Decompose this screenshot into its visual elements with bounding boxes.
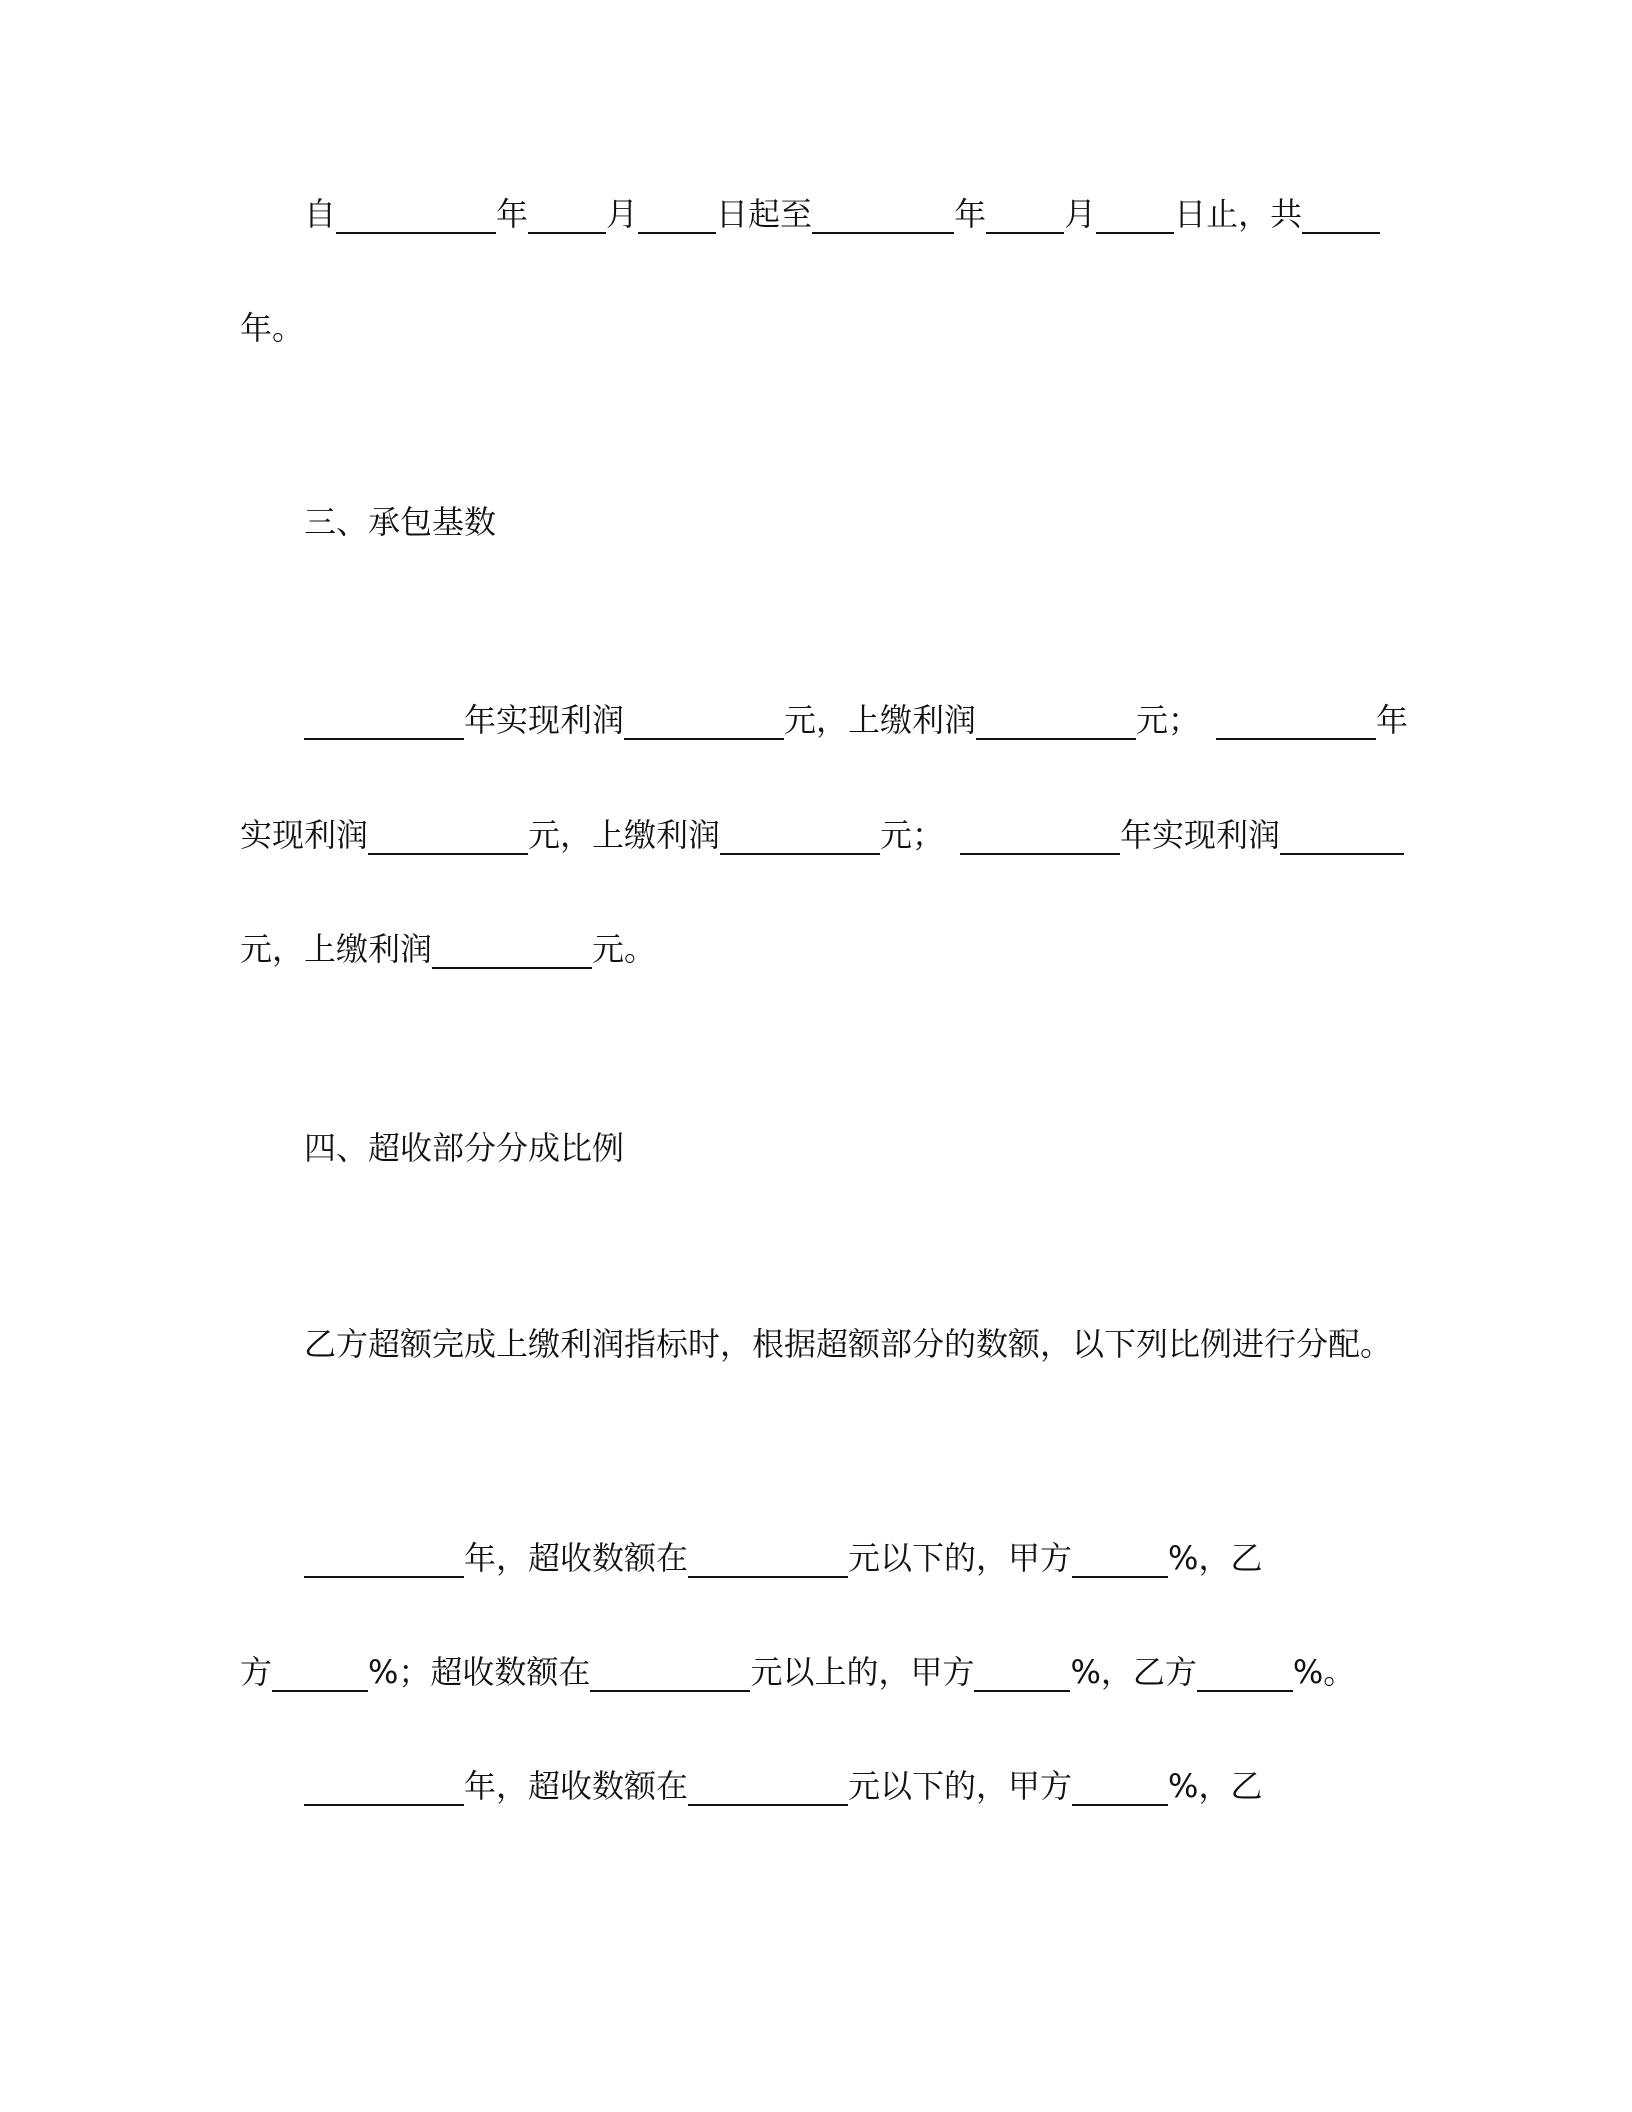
remit-2-blank[interactable] bbox=[720, 817, 880, 855]
term-text-month: 月 bbox=[606, 195, 639, 233]
term-text-month2: 月 bbox=[1064, 195, 1097, 233]
excess-amount-2-blank[interactable] bbox=[590, 1654, 750, 1692]
term-line-2 bbox=[240, 308, 304, 348]
section-3-heading: 三、承包基数 bbox=[304, 503, 497, 541]
end-day-blank[interactable] bbox=[1096, 196, 1174, 234]
profit-3-blank[interactable] bbox=[1280, 817, 1404, 855]
start-day-blank[interactable] bbox=[638, 196, 716, 234]
split-text-2c: 元以上的，甲方 bbox=[750, 1653, 975, 1691]
profit-text-2: 实现利润 bbox=[240, 816, 369, 854]
start-year-blank[interactable] bbox=[336, 196, 496, 234]
split-text-3c: %，乙 bbox=[1168, 1767, 1263, 1805]
split-text-2d: %，乙方 bbox=[1070, 1653, 1197, 1691]
section-4-heading: 四、超收部分分成比例 bbox=[304, 1129, 625, 1167]
yuan-text-2: 元； bbox=[880, 816, 945, 854]
profit-text-3: 年实现利润 bbox=[1120, 816, 1281, 854]
split-line-2 bbox=[240, 1652, 1355, 1692]
profit-text-1: 年实现利润 bbox=[464, 701, 625, 739]
party-b-pct-2-blank[interactable] bbox=[1197, 1654, 1293, 1692]
year-text-2: 年 bbox=[1376, 701, 1409, 739]
total-years-blank[interactable] bbox=[1302, 196, 1380, 234]
term-text-year2: 年 bbox=[954, 195, 987, 233]
year-2-blank[interactable] bbox=[1216, 702, 1376, 740]
split-line-3 bbox=[304, 1766, 1262, 1806]
remit-3-blank[interactable] bbox=[432, 931, 592, 969]
end-month-blank[interactable] bbox=[986, 196, 1064, 234]
term-text-to: 日起至 bbox=[716, 195, 813, 233]
base-line-1 bbox=[304, 700, 1408, 740]
term-text-end: 日止，共 bbox=[1174, 195, 1303, 233]
term-line bbox=[304, 194, 1380, 234]
party-a-pct-1-blank[interactable] bbox=[1072, 1540, 1168, 1578]
remit-1-blank[interactable] bbox=[976, 702, 1136, 740]
excess-amount-3-blank[interactable] bbox=[688, 1768, 848, 1806]
term-text-year: 年 bbox=[496, 195, 529, 233]
end-year-blank[interactable] bbox=[812, 196, 954, 234]
profit-1-blank[interactable] bbox=[624, 702, 784, 740]
split-text-2b: %；超收数额在 bbox=[368, 1653, 591, 1691]
split-text-1a: 年，超收数额在 bbox=[464, 1539, 689, 1577]
remit-text-3: 元，上缴利润 bbox=[240, 930, 433, 968]
party-b-pct-1-blank[interactable] bbox=[272, 1654, 368, 1692]
year-3-blank[interactable] bbox=[960, 817, 1120, 855]
split-text-1c: %，乙 bbox=[1168, 1539, 1263, 1577]
section-4-intro: 乙方超额完成上缴利润指标时，根据超额部分的数额，以下列比例进行分配。 bbox=[304, 1325, 1393, 1363]
party-a-pct-3-blank[interactable] bbox=[1072, 1768, 1168, 1806]
split-year-2-blank[interactable] bbox=[304, 1768, 464, 1806]
split-text-3a: 年，超收数额在 bbox=[464, 1767, 689, 1805]
split-year-1-blank[interactable] bbox=[304, 1540, 464, 1578]
base-line-2 bbox=[240, 815, 1404, 855]
party-a-pct-2-blank[interactable] bbox=[974, 1654, 1070, 1692]
split-text-2e: %。 bbox=[1292, 1653, 1356, 1691]
split-text-2a: 方 bbox=[240, 1653, 273, 1691]
remit-text-2: 元，上缴利润 bbox=[528, 816, 721, 854]
profit-2-blank[interactable] bbox=[368, 817, 528, 855]
split-text-3b: 元以下的，甲方 bbox=[848, 1767, 1073, 1805]
base-line-3 bbox=[240, 929, 656, 969]
excess-amount-1-blank[interactable] bbox=[688, 1540, 848, 1578]
split-text-1b: 元以下的，甲方 bbox=[848, 1539, 1073, 1577]
term-text-from: 自 bbox=[304, 195, 337, 233]
remit-text-1: 元，上缴利润 bbox=[784, 701, 977, 739]
term-text-years: 年。 bbox=[240, 309, 305, 347]
yuan-text-3: 元。 bbox=[592, 930, 657, 968]
split-line-1 bbox=[304, 1538, 1262, 1578]
year-1-blank[interactable] bbox=[304, 702, 464, 740]
start-month-blank[interactable] bbox=[528, 196, 606, 234]
yuan-text-1: 元； bbox=[1136, 701, 1201, 739]
